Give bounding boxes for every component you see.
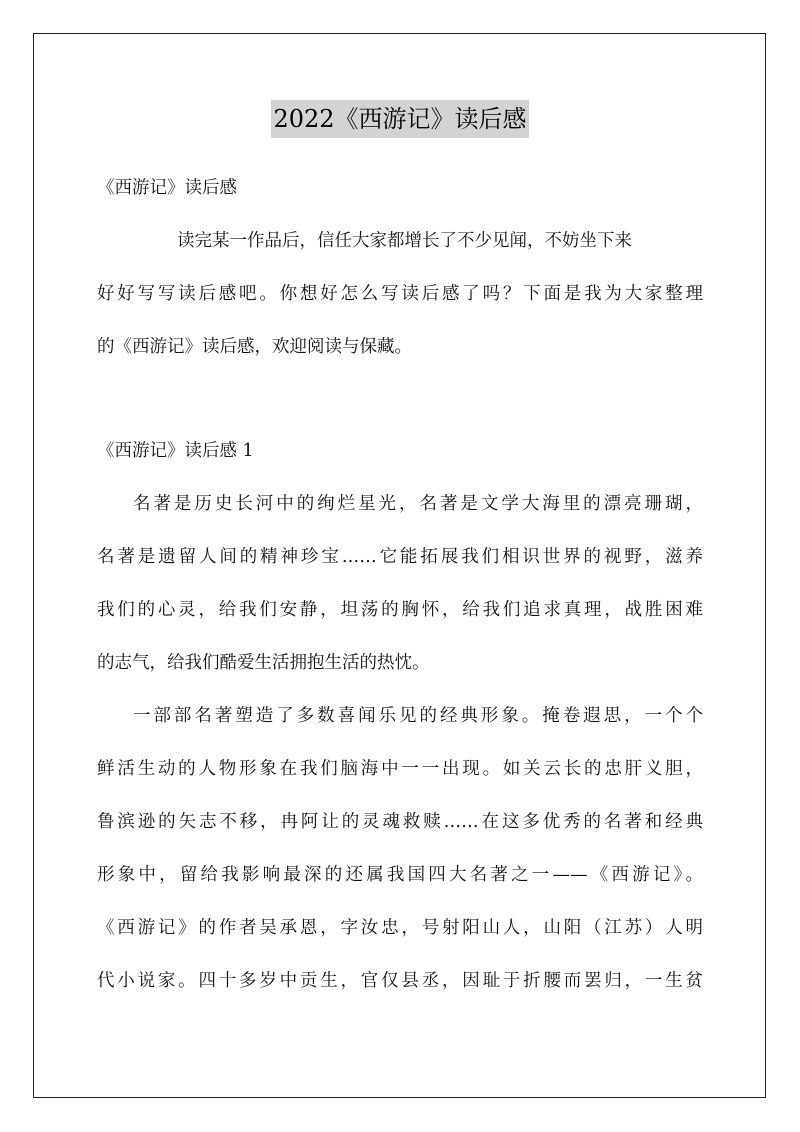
paragraph2-line-6: 代小说家。四十多岁中贡生，官仅县丞，因耻于折腰而罢归，一生贫: [97, 971, 703, 991]
intro-line-2: 好好写写读后感吧。你想好怎么写读后感了吗？下面是我为大家整理: [97, 284, 703, 304]
document-title: 2022《西游记》读后感: [271, 100, 528, 138]
paragraph2-line-3: 鲁滨逊的矢志不移，冉阿让的灵魂救赎……在这多优秀的名著和经典: [97, 812, 703, 832]
paragraph2-line-1: 一部部名著塑造了多数喜闻乐见的经典形象。掩卷遐思，一个个: [133, 706, 703, 726]
paragraph1-line-2: 名著是遗留人间的精神珍宝……它能拓展我们相识世界的视野，滋养: [97, 547, 703, 567]
intro-line-1: 读完某一作品后，信任大家都增长了不少见闻，不妨坐下来: [177, 231, 632, 251]
paragraph2-line-5: 《西游记》的作者吴承恩，字汝忠，号射阳山人，山阳（江苏）人明: [97, 918, 703, 938]
paragraph1-line-4: 的志气，给我们酷爱生活拥抱生活的热忱。: [97, 653, 430, 673]
section-heading: 《西游记》读后感 1: [97, 441, 254, 461]
paragraph1-line-3: 我们的心灵，给我们安静，坦荡的胸怀，给我们追求真理，战胜困难: [97, 600, 703, 620]
paragraph2-line-2: 鲜活生动的人物形象在我们脑海中一一出现。如关云长的忠肝义胆，: [97, 759, 703, 779]
title-container: [0, 100, 800, 138]
document-subtitle: 《西游记》读后感: [97, 178, 237, 198]
paragraph2-line-4: 形象中，留给我影响最深的还属我国四大名著之一——《西游记》。: [97, 865, 703, 885]
paragraph1-line-1: 名著是历史长河中的绚烂星光，名著是文学大海里的漂亮珊瑚，: [133, 494, 703, 514]
intro-line-3: 的《西游记》读后感，欢迎阅读与保藏。: [97, 337, 412, 357]
